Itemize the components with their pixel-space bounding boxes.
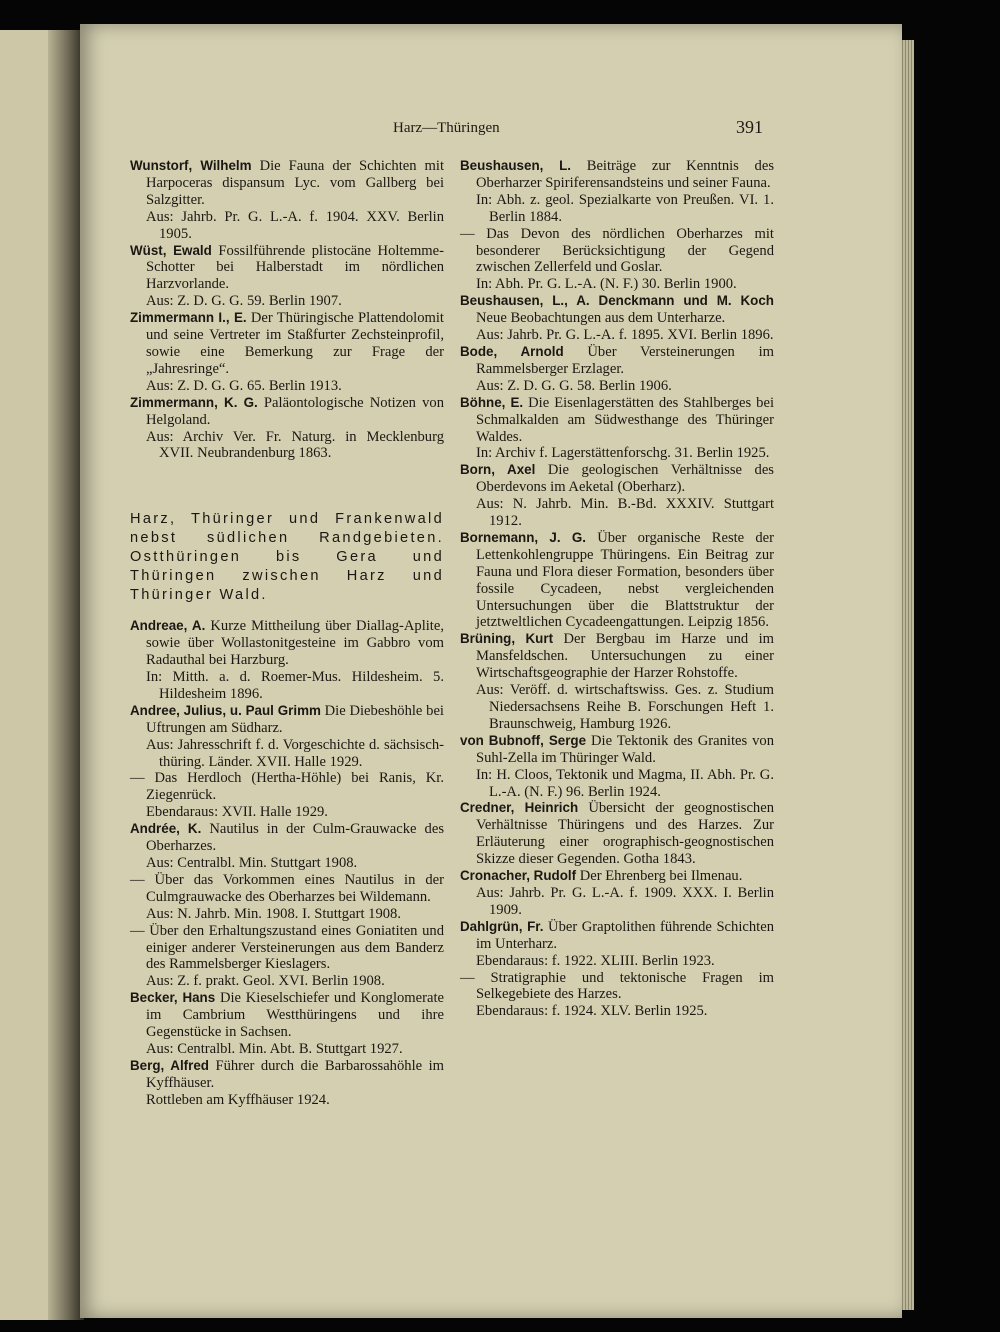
entry-source: Aus: Jahrb. Pr. G. L.-A. f. 1904. XXV. Berlin 1905. xyxy=(146,208,444,242)
entry-title: Übersicht der geognostischen Verhältnisse Thüringens und des Harzes. Zur Erläuterung einer orographisch-geognostischen Skizze dieser Gegenden. Gotha 1843. xyxy=(476,800,774,868)
entry-title: Die Eisenlagerstätten des Stahlberges bei Schmalkalden am Südwesthange des Thüringer Waldes. xyxy=(476,394,774,445)
bibliography-entry xyxy=(130,243,444,311)
entry-title: Die Diebeshöhle bei Uftrungen am Südharz. xyxy=(146,702,444,736)
entry-title-line xyxy=(460,530,774,631)
entry-title: Nautilus in der Culm-Grauwacke des Oberharzes. xyxy=(146,821,444,855)
entry-source: Aus: N. Jahrb. Min. B.-Bd. XXXIV. Stuttgart 1912. xyxy=(476,496,774,530)
left-column-top-entries xyxy=(130,158,444,462)
entry-source: Ebendaraus: XVII. Halle 1929. xyxy=(146,804,328,821)
page-stack-edge xyxy=(900,40,914,1310)
entry-title: Neue Beobachtungen aus dem Unterharze. xyxy=(476,310,726,327)
entry-title-line xyxy=(460,868,774,885)
entry-title-line xyxy=(460,800,774,868)
page-header xyxy=(80,117,902,144)
bibliography-entry xyxy=(130,821,444,872)
entry-author: Beushausen, L., A. Denckmann und M. Koch xyxy=(460,293,774,309)
bibliography-entry xyxy=(130,618,444,703)
left-column xyxy=(130,158,444,1109)
entry-title: Fossilführende plistocäne Holtemme-Schotter bei Halberstadt im nördlichen Harzvorlande. xyxy=(146,242,444,293)
entry-title: Die geologischen Verhältnisse des Oberdevons im Aeketal (Oberharz). xyxy=(476,462,774,496)
entry-title-line xyxy=(460,344,774,378)
entry-source: Ebendaraus: f. 1922. XLIII. Berlin 1923. xyxy=(476,952,715,969)
section-heading: Harz, Thüringer und Frankenwald nebst südlichen Randgebieten. Ostthüringen bis Gera und Thüringen zwischen Harz und Thüringer Wald. xyxy=(130,511,444,603)
entry-author: Bornemann, J. G. xyxy=(460,529,586,545)
entry-title-line xyxy=(130,770,444,804)
entry-title: Die Tektonik des Granites von Suhl-Zella im Thüringer Wald. xyxy=(476,732,774,766)
right-column-entries xyxy=(460,158,774,1020)
entry-author: Böhne, E. xyxy=(460,394,524,410)
entry-title-line xyxy=(460,226,774,277)
entry-title: — Über den Erhaltungszustand eines Goniatiten und einiger anderer Versteinerungen aus dem Banderz des Rammelsberger Kieslagers. xyxy=(130,922,444,973)
entry-author: Beushausen, L. xyxy=(460,158,572,173)
entry-author: von Bubnoff, Serge xyxy=(460,732,587,748)
entry-title: Der Ehrenberg bei Ilmenau. xyxy=(579,868,743,885)
entry-title-line xyxy=(130,990,444,1041)
entry-source: Aus: Veröff. d. wirtschaftswiss. Ges. z. Studium Niedersachsens Reihe B. Forschungen Heft 1. Braunschweig, Hamburg 1926. xyxy=(476,682,774,732)
bibliography-entry xyxy=(460,631,774,732)
entry-title: — Das Herdloch (Hertha-Höhle) bei Ranis, Kr. Ziegenrück. xyxy=(130,770,444,804)
entry-author: Becker, Hans xyxy=(130,990,216,1006)
entry-source: Aus: Jahrb. Pr. G. L.-A. f. 1895. XVI. Berlin 1896. xyxy=(476,327,774,344)
entry-title-line xyxy=(130,872,444,906)
entry-title: — Stratigraphie und tektonische Fragen im Selkegebiete des Harzes. xyxy=(460,969,774,1003)
bibliography-entry xyxy=(130,990,444,1058)
entry-author: Zimmermann, K. G. xyxy=(130,394,258,410)
bibliography-entry xyxy=(460,462,774,530)
entry-title-line xyxy=(130,923,444,974)
entry-title-line xyxy=(130,821,444,855)
entry-title: Kurze Mittheilung über Diallag-Aplite, sowie über Wollastonitgesteine im Gabbro vom Radauthal bei Harzburg. xyxy=(146,618,444,669)
bibliography-entry xyxy=(460,530,774,631)
bibliography-entry xyxy=(130,872,444,923)
entry-author: Born, Axel xyxy=(460,462,536,478)
left-column-bottom-entries xyxy=(130,618,444,1108)
entry-title: Über organische Reste der Lettenkohlengruppe Thüringens. Ein Beitrag zur Fauna und Flora dieser Formation, besonders über fossile Cycadeen, nebst vergleichenden Untersuchungen über die Blattstruktur der jetztweltlichen Cycadeengattungen. Leipzig 1856. xyxy=(476,529,775,631)
entry-title: Die Fauna der Schichten mit Harpoceras dispansum Lyc. vom Gallberg bei Salzgitter. xyxy=(146,158,444,208)
entry-title: Über Versteinerungen im Rammelsberger Erzlager. xyxy=(476,343,774,377)
entry-source: In: H. Cloos, Tektonik und Magma, II. Abh. Pr. G. L.-A. (N. F.) 96. Berlin 1924. xyxy=(476,766,774,800)
bibliography-entry xyxy=(130,703,444,771)
entry-title: — Über das Vorkommen eines Nautilus in der Culmgrauwacke des Oberharzes bei Wildemann. xyxy=(130,871,444,905)
entry-source: Aus: Centralbl. Min. Stuttgart 1908. xyxy=(146,854,358,871)
entry-source: In: Mitth. a. d. Roemer-Mus. Hildesheim. 5. Hildesheim 1896. xyxy=(146,669,444,702)
entry-title: Führer durch die Barbarossahöhle im Kyffhäuser. xyxy=(146,1057,444,1091)
entry-title: Die Kieselschiefer und Konglomerate im Cambrium Westthüringens und ihre Gegenstücke in Sachsen. xyxy=(146,990,445,1041)
entry-title-line xyxy=(130,243,444,294)
entry-title-line xyxy=(460,733,774,767)
entry-title-line xyxy=(460,293,774,327)
entry-source: Aus: Jahresschrift f. d. Vorgeschichte d. sächsisch-thüring. Länder. XVII. Halle 1929. xyxy=(146,736,444,770)
entry-author: Bode, Arnold xyxy=(460,343,564,359)
bibliography-entry xyxy=(460,800,774,868)
entry-source: In: Abh. z. geol. Spezialkarte von Preußen. VI. 1. Berlin 1884. xyxy=(476,191,774,225)
entry-source: Aus: Jahrb. Pr. G. L.-A. f. 1909. XXX. I. Berlin 1909. xyxy=(476,884,774,918)
bibliography-entry xyxy=(460,919,774,970)
entry-title-line xyxy=(460,395,774,446)
entry-title-line xyxy=(130,310,444,378)
entry-title-line xyxy=(460,158,774,192)
entry-source: Aus: Centralbl. Min. Abt. B. Stuttgart 1927. xyxy=(146,1040,403,1057)
bibliography-entry xyxy=(460,733,774,801)
entry-author: Credner, Heinrich xyxy=(460,800,579,816)
entry-title-line xyxy=(460,631,774,682)
bibliography-entry xyxy=(130,923,444,991)
entry-title: Paläontologische Notizen von Helgoland. xyxy=(146,394,444,428)
right-column xyxy=(460,158,774,1020)
entry-title-line xyxy=(130,158,444,209)
entry-author: Brüning, Kurt xyxy=(460,631,554,647)
entry-author: Dahlgrün, Fr. xyxy=(460,918,544,934)
bibliography-entry xyxy=(130,770,444,821)
bibliography-entry xyxy=(130,158,444,243)
entry-author: Wunstorf, Wilhelm xyxy=(130,158,252,173)
bibliography-entry xyxy=(460,344,774,395)
bibliography-entry xyxy=(460,970,774,1021)
bibliography-entry xyxy=(460,226,774,294)
entry-source: Rottleben am Kyffhäuser 1924. xyxy=(146,1091,330,1108)
page-number: 391 xyxy=(736,117,763,137)
bibliography-entry xyxy=(130,310,444,395)
book-gutter xyxy=(48,30,84,1320)
entry-author: Andree, Julius, u. Paul Grimm xyxy=(130,702,321,718)
entry-title-line xyxy=(130,395,444,429)
entry-title-line xyxy=(130,703,444,737)
book-page xyxy=(80,24,902,1318)
entry-source: Aus: Z. D. G. G. 58. Berlin 1906. xyxy=(476,377,672,394)
entry-title: Beiträge zur Kenntnis des Oberharzer Spiriferensandsteins und seiner Fauna. xyxy=(476,158,775,191)
entry-title-line xyxy=(460,919,774,953)
entry-author: Berg, Alfred xyxy=(130,1057,209,1073)
entry-title-line xyxy=(130,618,444,669)
bibliography-entry xyxy=(130,395,444,463)
entry-source: Aus: N. Jahrb. Min. 1908. I. Stuttgart 1908. xyxy=(146,905,401,922)
bibliography-entry xyxy=(460,395,774,463)
entry-title-line xyxy=(130,1058,444,1092)
entry-title-line xyxy=(460,462,774,496)
entry-author: Cronacher, Rudolf xyxy=(460,868,577,884)
entry-title-line xyxy=(460,970,774,1004)
entry-author: Zimmermann I., E. xyxy=(130,310,247,326)
entry-source: Aus: Z. f. prakt. Geol. XVI. Berlin 1908. xyxy=(146,973,385,990)
entry-title: — Das Devon des nördlichen Oberharzes mit besonderer Berücksichtigung der Gegend zwischen Zellerfeld und Goslar. xyxy=(460,225,774,276)
entry-title: Der Thüringische Plattendolomit und seine Vertreter im Staßfurter Zechsteinprofil, sowie eine Bemerkung zur Frage der „Jahresringe“. xyxy=(146,310,444,377)
entry-source: Aus: Z. D. G. G. 65. Berlin 1913. xyxy=(146,377,342,394)
entry-author: Andrée, K. xyxy=(130,821,202,837)
entry-source: In: Abh. Pr. G. L.-A. (N. F.) 30. Berlin 1900. xyxy=(476,276,737,293)
bibliography-entry xyxy=(130,1058,444,1109)
entry-source: Aus: Archiv Ver. Fr. Naturg. in Mecklenburg XVII. Neubrandenburg 1863. xyxy=(146,428,444,462)
bibliography-entry xyxy=(460,158,774,226)
entry-source: Aus: Z. D. G. G. 59. Berlin 1907. xyxy=(146,293,342,310)
entry-title: Der Bergbau im Harze und im Mansfeldschen. Untersuchungen zu einer Wirtschaftsgeographie der Harzer Rohstoffe. xyxy=(476,631,775,682)
running-head: Harz—Thüringen xyxy=(393,120,500,136)
entry-author: Andreae, A. xyxy=(130,618,206,634)
entry-source: In: Archiv f. Lagerstättenforschg. 31. Berlin 1925. xyxy=(476,445,770,462)
entry-source: Ebendaraus: f. 1924. XLV. Berlin 1925. xyxy=(476,1003,708,1020)
bibliography-entry xyxy=(460,293,774,344)
entry-author: Wüst, Ewald xyxy=(130,242,212,258)
bibliography-entry xyxy=(460,868,774,919)
entry-title: Über Graptolithen führende Schichten im Unterharz. xyxy=(476,918,774,952)
